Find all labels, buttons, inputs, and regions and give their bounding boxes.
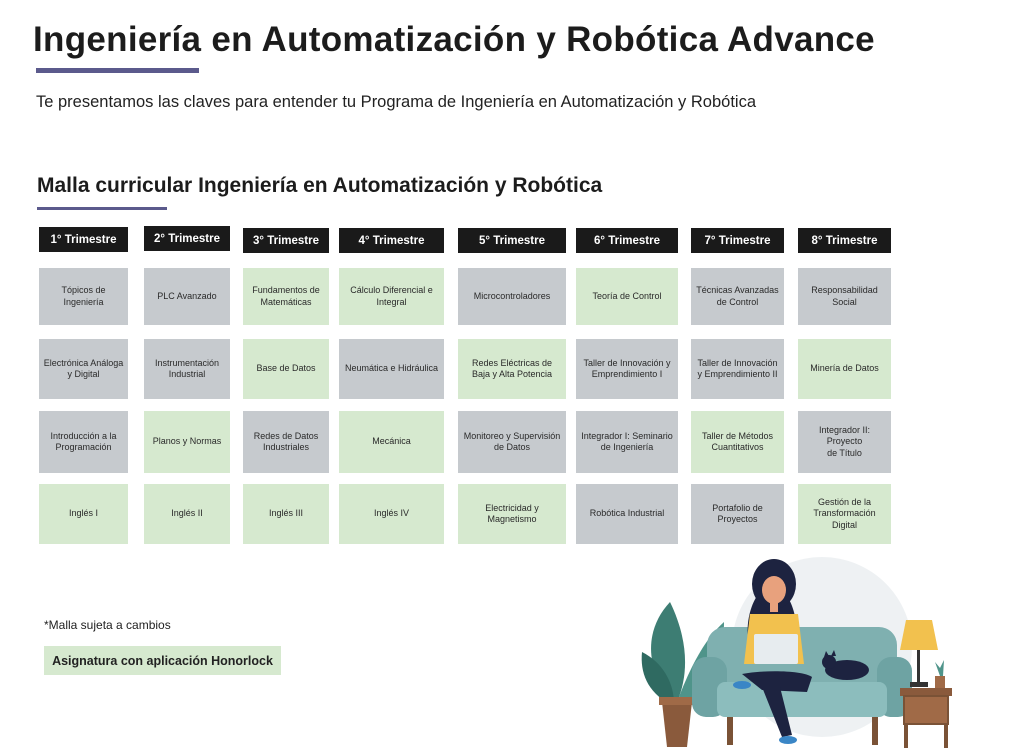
course-name: Cálculo Diferencial e Integral <box>350 285 433 307</box>
course-cell <box>691 484 784 544</box>
term-header: 6° Trimestre <box>576 228 678 253</box>
title-underline <box>36 68 199 73</box>
section-underline <box>37 207 167 210</box>
course-cell <box>144 484 230 544</box>
course-name: Base de Datos <box>256 363 316 374</box>
course-cell <box>243 411 329 473</box>
student-on-sofa-illustration <box>632 552 962 752</box>
course-cell <box>691 411 784 473</box>
course-name: Inglés I <box>68 508 99 519</box>
course-name: Gestión de la Transformación Digital <box>813 497 876 530</box>
course-cell <box>39 268 128 325</box>
course-name: Microcontroladores <box>473 290 551 301</box>
course-cell <box>339 268 444 325</box>
course-name: Electrónica Análoga y Digital <box>43 357 124 379</box>
course-name: Taller de Innovación y Emprendimiento I <box>583 357 671 379</box>
course-cell <box>458 268 566 325</box>
course-cell <box>798 484 891 544</box>
course-cell <box>339 339 444 399</box>
course-name: Portafolio de Proyectos <box>712 502 763 524</box>
course-name: Responsabilidad Social <box>811 285 878 307</box>
course-cell <box>243 484 329 544</box>
term-header: 4° Trimestre <box>339 228 444 253</box>
course-cell <box>39 484 128 544</box>
course-cell <box>576 484 678 544</box>
course-name: Teoría de Control <box>592 290 662 301</box>
course-cell <box>798 339 891 399</box>
curriculum-title: Malla curricular Ingeniería en Automatización y Robótica <box>37 174 603 197</box>
course-cell <box>39 339 128 399</box>
course-name: Inglés II <box>171 508 203 519</box>
course-name: Neumática e Hidráulica <box>344 363 439 374</box>
main-title: Ingeniería en Automatización y Robótica Advance <box>33 20 875 59</box>
course-name: Mecánica <box>372 436 411 447</box>
course-name: Integrador I: Seminario de Ingeniería <box>581 430 673 452</box>
course-cell <box>458 411 566 473</box>
course-cell <box>39 411 128 473</box>
course-name: Robótica Industrial <box>589 508 665 519</box>
course-name: Electricidad y Magnetismo <box>485 502 539 524</box>
course-name: Fundamentos de Matemáticas <box>252 285 320 307</box>
course-name: Taller de Innovación y Emprendimiento II <box>697 357 778 379</box>
term-header: 8° Trimestre <box>798 228 891 253</box>
course-cell <box>339 411 444 473</box>
course-name: Redes de Datos Industriales <box>253 430 319 452</box>
course-name: PLC Avanzado <box>157 290 217 301</box>
term-header: 5° Trimestre <box>458 228 566 253</box>
changes-note: *Malla sujeta a cambios <box>44 618 171 632</box>
course-name: Técnicas Avanzadas de Control <box>696 285 779 307</box>
course-name: Taller de Métodos Cuantitativos <box>701 430 774 452</box>
course-cell <box>691 339 784 399</box>
course-name: Introducción a la Programación <box>50 430 117 452</box>
course-cell <box>576 339 678 399</box>
course-cell <box>798 268 891 325</box>
course-name: Instrumentación Industrial <box>154 357 220 379</box>
course-name: Tópicos de Ingeniería <box>61 285 106 307</box>
course-name: Monitoreo y Supervisión de Datos <box>463 430 561 452</box>
course-cell <box>576 268 678 325</box>
course-name: Integrador II: Proyecto de Título <box>818 425 871 458</box>
course-cell <box>458 484 566 544</box>
course-cell <box>576 411 678 473</box>
course-name: Inglés III <box>268 508 304 519</box>
course-name: Minería de Datos <box>810 363 879 374</box>
course-cell <box>458 339 566 399</box>
course-cell <box>243 339 329 399</box>
course-cell <box>691 268 784 325</box>
course-cell <box>144 268 230 325</box>
course-name: Inglés IV <box>373 508 410 519</box>
term-header: 1° Trimestre <box>39 227 128 252</box>
honorlock-legend: Asignatura con aplicación Honorlock <box>44 646 281 675</box>
course-name: Redes Eléctricas de Baja y Alta Potencia <box>471 357 553 379</box>
term-header: 2° Trimestre <box>144 226 230 251</box>
course-cell <box>339 484 444 544</box>
term-header: 3° Trimestre <box>243 228 329 253</box>
term-header: 7° Trimestre <box>691 228 784 253</box>
course-cell <box>144 411 230 473</box>
page-subtitle: Te presentamos las claves para entender tu Programa de Ingeniería en Automatización y Robótica <box>36 93 756 111</box>
course-cell <box>243 268 329 325</box>
course-name: Planos y Normas <box>152 436 222 447</box>
course-cell <box>798 411 891 473</box>
course-cell <box>144 339 230 399</box>
